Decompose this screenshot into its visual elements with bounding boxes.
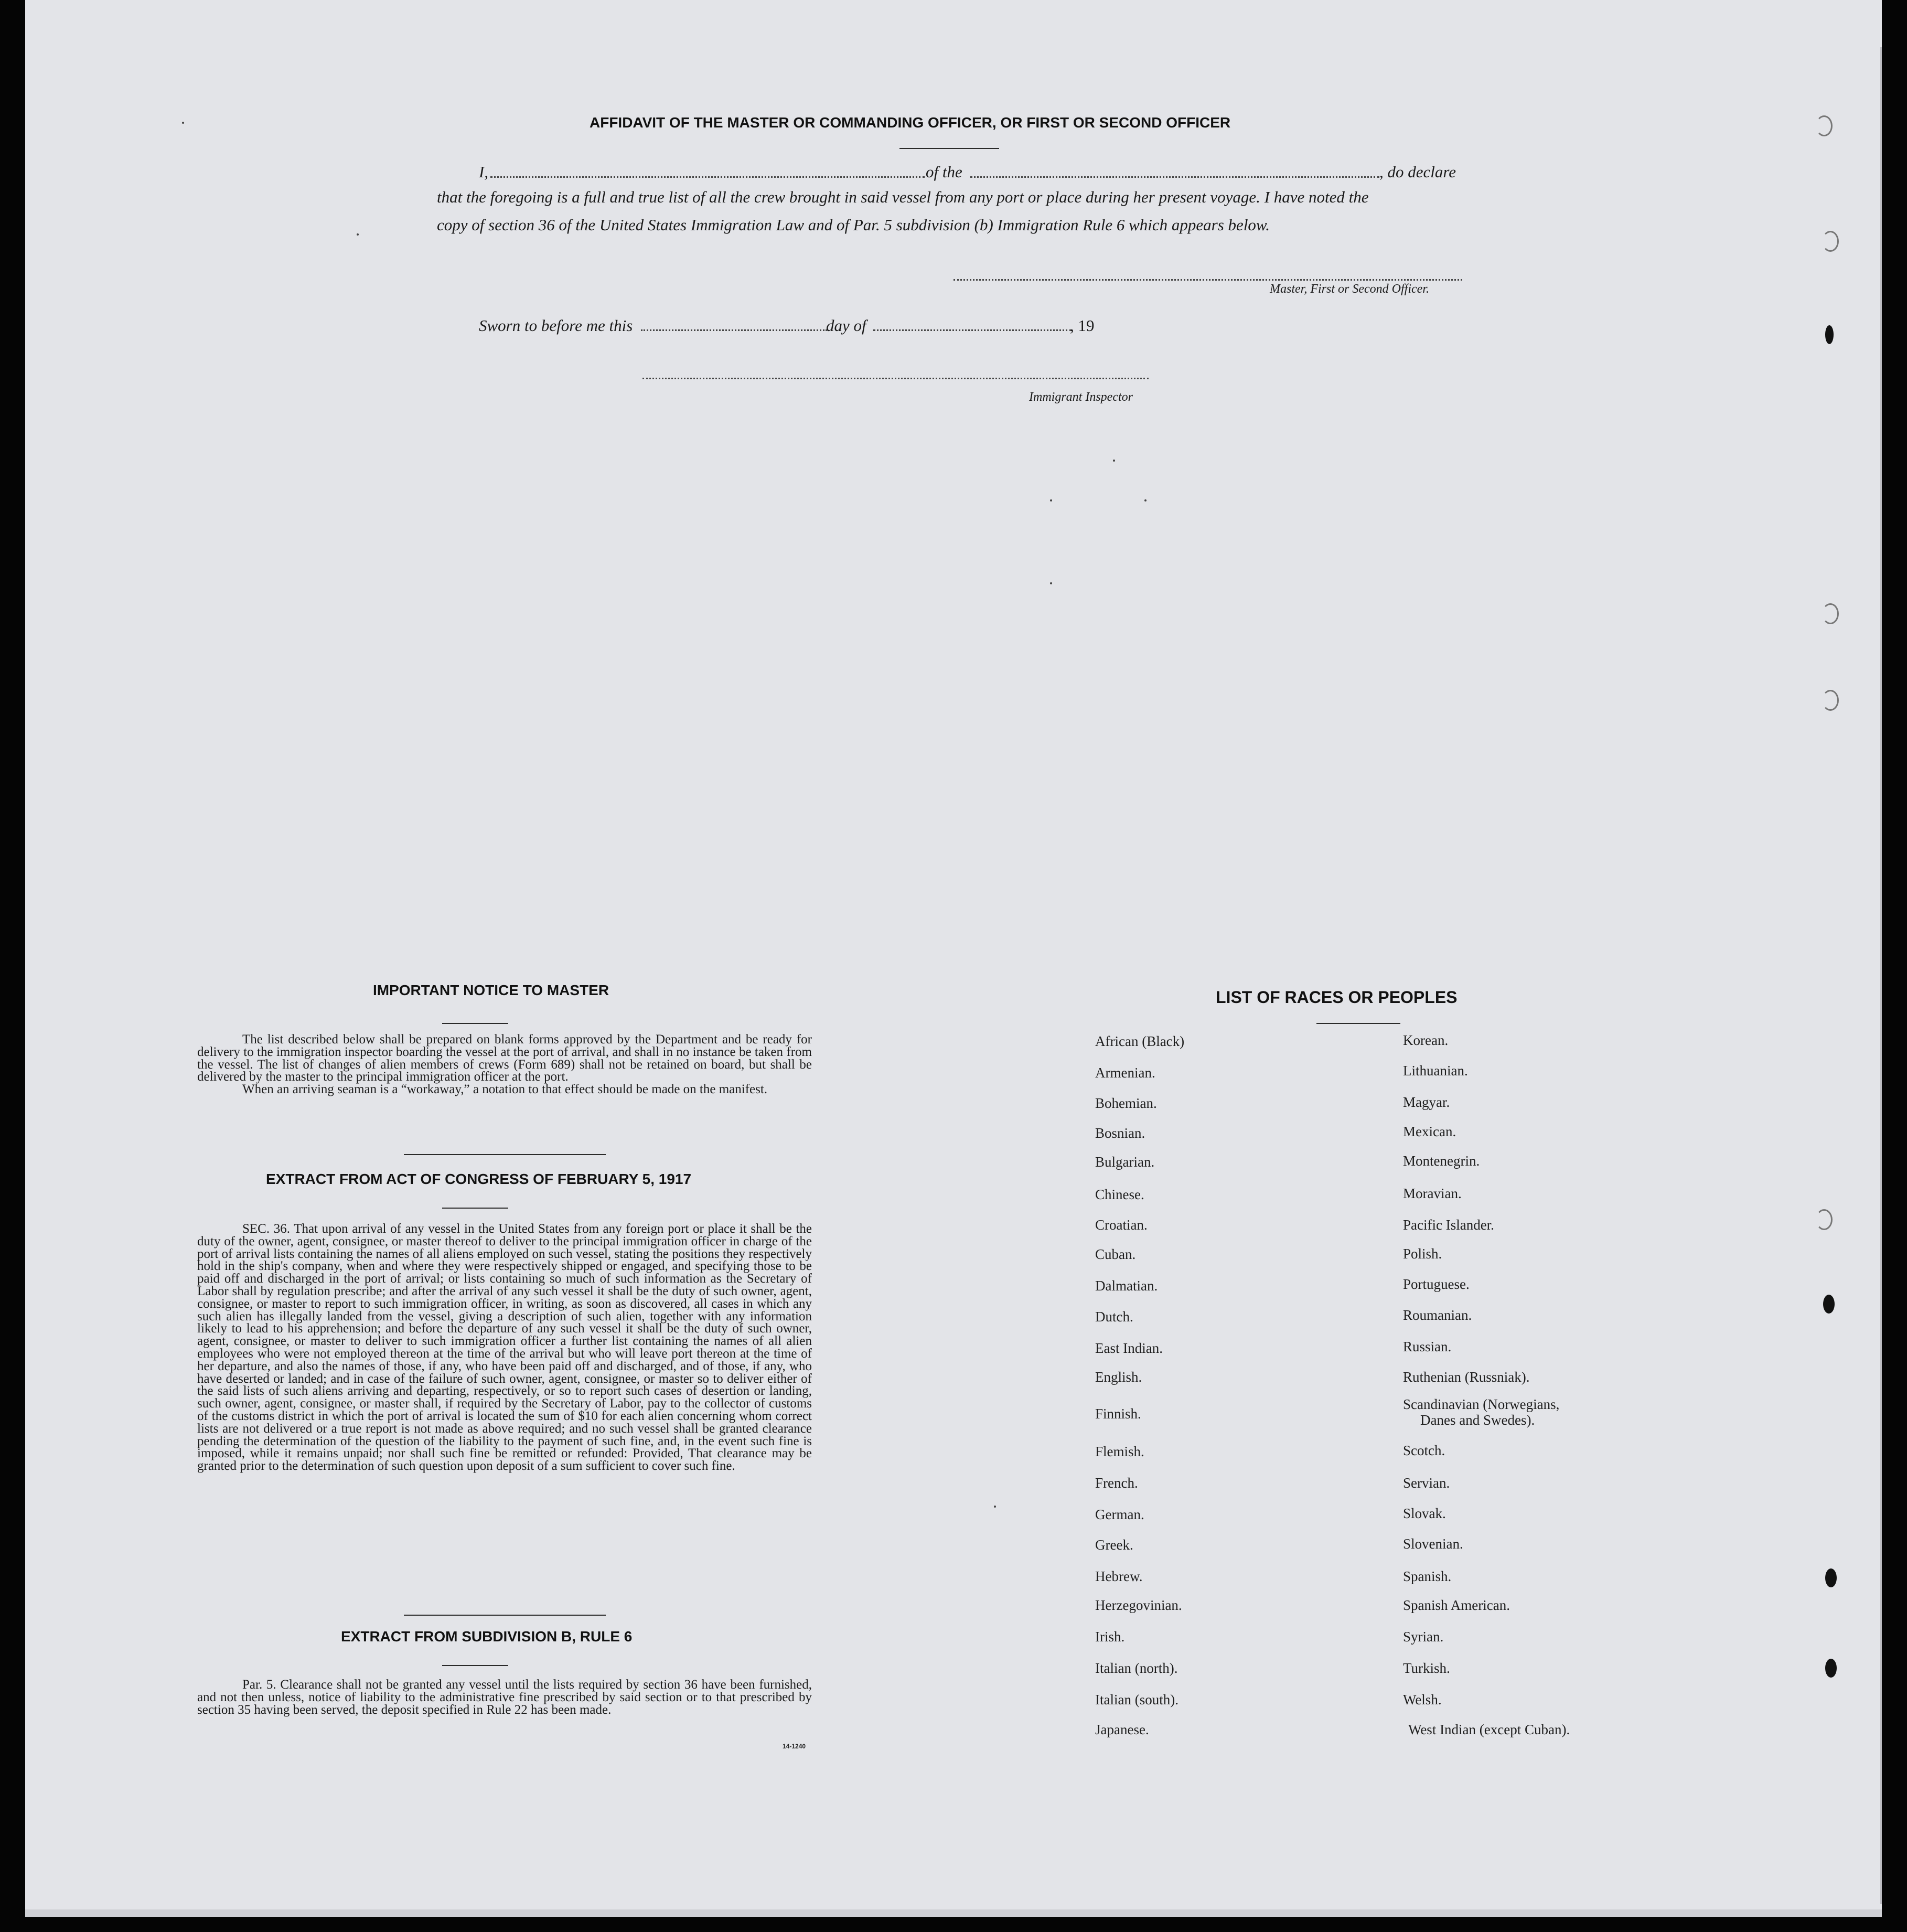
scan-speck [357, 233, 359, 236]
master-signature-label: Master, First or Second Officer. [1270, 282, 1429, 296]
punch-hole [1825, 1659, 1837, 1678]
punch-hole [1816, 1209, 1833, 1230]
race-item: Mexican. [1403, 1124, 1456, 1139]
race-item: Bosnian. [1095, 1125, 1145, 1141]
punch-hole [1823, 1295, 1835, 1314]
race-item: Finnish. [1095, 1406, 1141, 1422]
sworn-month-field[interactable] [873, 329, 1072, 331]
race-item: Bohemian. [1095, 1095, 1157, 1111]
divider [404, 1154, 606, 1155]
race-item: Pacific Islander. [1403, 1217, 1494, 1233]
affidavit-do-declare: , do declare [1379, 163, 1456, 181]
races-title: LIST OF RACES OR PEOPLES [1216, 988, 1458, 1007]
affidavit-i: I, [479, 163, 489, 181]
race-item: Moravian. [1403, 1186, 1462, 1201]
race-item: Polish. [1403, 1246, 1442, 1262]
race-item: Danes and Swedes). [1420, 1412, 1535, 1428]
race-item: Armenian. [1095, 1065, 1155, 1081]
sworn-text: Sworn to before me this [479, 316, 633, 335]
race-item: Italian (south). [1095, 1692, 1179, 1707]
rule-title: EXTRACT FROM SUBDIVISION B, RULE 6 [341, 1628, 633, 1645]
affidavit-title: AFFIDAVIT OF THE MASTER OR COMMANDING OFFICER, OR FIRST OR SECOND OFFICER [590, 114, 1231, 131]
divider [442, 1665, 508, 1666]
affidavit-line-3: copy of section 36 of the United States Immigration Law and of Par. 5 subdivision (b) Immigration Rule 6 which appears below. [437, 216, 1270, 234]
race-item: African (Black) [1095, 1033, 1185, 1049]
affidavit-of-the: of the [926, 163, 962, 181]
scan-speck [1113, 460, 1115, 462]
notice-title: IMPORTANT NOTICE TO MASTER [373, 982, 609, 998]
act-title: EXTRACT FROM ACT OF CONGRESS OF FEBRUARY 5, 1917 [266, 1171, 692, 1187]
master-signature-line[interactable] [954, 279, 1462, 281]
punch-hole [1825, 1568, 1837, 1587]
race-item: West Indian (except Cuban). [1408, 1722, 1570, 1737]
race-item: Roumanian. [1403, 1307, 1472, 1323]
race-item: Korean. [1403, 1032, 1449, 1048]
race-item: Portuguese. [1403, 1276, 1470, 1292]
form-sheet [25, 0, 1882, 1909]
race-item: East Indian. [1095, 1340, 1163, 1356]
scan-speck [1050, 499, 1052, 501]
race-item: Montenegrin. [1403, 1153, 1480, 1169]
race-item: Italian (north). [1095, 1660, 1178, 1676]
scan-speck [182, 122, 184, 124]
race-item: Russian. [1403, 1339, 1452, 1354]
sworn-year: , 19 [1070, 316, 1095, 335]
punch-hole [1816, 115, 1833, 136]
affidavit-line-2: that the foregoing is a full and true list of all the crew brought in said vessel from any port or place during her present voyage. I have noted the [437, 188, 1369, 206]
race-item: French. [1095, 1475, 1138, 1491]
race-item: Croatian. [1095, 1217, 1148, 1233]
rule-paragraph-5 [197, 1679, 812, 1716]
race-item: Spanish. [1403, 1568, 1452, 1584]
race-item: Turkish. [1403, 1660, 1450, 1676]
notice-text [197, 1033, 812, 1096]
page-bottom-edge [25, 1909, 1882, 1917]
divider [899, 148, 999, 149]
race-item: Flemish. [1095, 1444, 1144, 1459]
race-item: Chinese. [1095, 1187, 1144, 1202]
name-field-line[interactable] [490, 176, 925, 178]
page-edge [1880, 47, 1882, 1904]
race-item: Ruthenian (Russniak). [1403, 1369, 1530, 1385]
race-item: Bulgarian. [1095, 1154, 1155, 1170]
punch-hole [1825, 325, 1834, 344]
race-item: German. [1095, 1507, 1144, 1522]
race-item: Irish. [1095, 1629, 1125, 1645]
race-item: Hebrew. [1095, 1568, 1143, 1584]
rule-paragraph-5-text: Par. 5. Clearance shall not be granted any vessel until the lists required by section 36 have been furnished, and not then unless, notice of liability to the administrative fine prescribed by said section or to that prescribed by section 35 having been served, the deposit specified in Rule 22 has been made. [197, 1678, 812, 1717]
race-item: Greek. [1095, 1537, 1133, 1553]
scan-speck [1144, 499, 1147, 501]
divider [404, 1615, 606, 1616]
race-item: Herzegovinian. [1095, 1597, 1182, 1613]
race-item: Magyar. [1403, 1094, 1450, 1110]
race-item: Slovak. [1403, 1506, 1446, 1521]
scan-speck [1050, 582, 1052, 584]
race-item: Dutch. [1095, 1309, 1133, 1325]
race-item: Welsh. [1403, 1692, 1442, 1707]
race-item: Scotch. [1403, 1443, 1445, 1458]
sworn-day-of: day of [826, 316, 866, 335]
race-item: Dalmatian. [1095, 1278, 1158, 1294]
sworn-day-field[interactable] [641, 329, 827, 331]
act-section-36-text: SEC. 36. That upon arrival of any vessel in the United States from any foreign port or place it shall be the duty of the owner, agent, consignee, or master thereof to deliver to the principal immigration officer in charge of the port of arrival lists containing the names of all aliens employed on such vessel, stating the positions they respectively hold in the ship's company, when and where they were respectively shipped or engaged, and specifying those to be paid off and discharged in the port of arrival; or lists containing so much of such information as the Secretary of Labor shall by regulation prescribe; and after the arrival of any such vessel it shall be the duty of such owner, agent, consignee, or master to report to such immigration officer, in writing, as soon as discovered, all cases in which any such alien has illegally landed from the vessel, giving a description of such alien, together with any information likely to lead to his apprehension; and before the departure of any such vessel it shall be the duty of such owner, agent, consignee, or master to deliver to such immigration officer a further list containing the names of all alien employees who were not employed thereon at the time of the arrival but who will leave port thereon at the time of her departure, and also the names of those, if any, who have been paid off and discharged, and of those, if any, who have deserted or landed; and in case of the failure of such owner, agent, consignee, or master so to deliver either of the said lists of such aliens arriving and departing, respectively, or so to report such cases of desertion or landing, such owner, agent, consignee, or master shall, if required by the Secretary of Labor, pay to the collector of customs of the customs district in which the port of arrival is located the sum of $10 for each alien concerning whom correct lists are not delivered or a true report is not made as above required; and no such vessel shall be granted clearance pending the determination of the question of the liability to the payment of such fine, and, in the event such fine is imposed, while it remains unpaid; nor shall such fine be remitted or refunded: Provided, That clearance may be granted prior to the determination of such question upon deposit of a sum sufficient to cover such fine. [197, 1222, 812, 1474]
inspector-label: Immigrant Inspector [1029, 390, 1133, 404]
race-item: Slovenian. [1403, 1536, 1463, 1552]
divider [442, 1023, 508, 1024]
punch-hole [1822, 603, 1839, 624]
race-item: Japanese. [1095, 1722, 1149, 1737]
race-item: Syrian. [1403, 1629, 1444, 1645]
notice-paragraph-1: The list described below shall be prepared on blank forms approved by the Department and be ready for delivery to the immigration inspector boarding the vessel at the port of arrival, and shall in no instance be taken from the vessel. The list of changes of alien members of crews (Form 689) shall not be retained on board, but shall be delivered by the master to the principal immigration officer at the port. [197, 1032, 812, 1084]
punch-hole [1822, 690, 1839, 711]
race-item: Scandinavian (Norwegians, [1403, 1396, 1560, 1412]
punch-hole [1822, 231, 1839, 252]
form-number: 14-1240 [783, 1743, 806, 1750]
scan-speck [994, 1506, 996, 1508]
inspector-signature-line[interactable] [642, 378, 1149, 379]
notice-paragraph-2: When an arriving seaman is a “workaway,” a notation to that effect should be made on the manifest. [242, 1082, 768, 1097]
race-item: Spanish American. [1403, 1597, 1510, 1613]
divider [1316, 1023, 1400, 1024]
race-item: Cuban. [1095, 1246, 1136, 1262]
vessel-field-line[interactable] [970, 176, 1379, 178]
act-section-36 [197, 1223, 812, 1472]
race-item: Lithuanian. [1403, 1063, 1468, 1079]
race-item: Servian. [1403, 1475, 1450, 1491]
race-item: English. [1095, 1369, 1142, 1385]
divider [442, 1208, 508, 1209]
